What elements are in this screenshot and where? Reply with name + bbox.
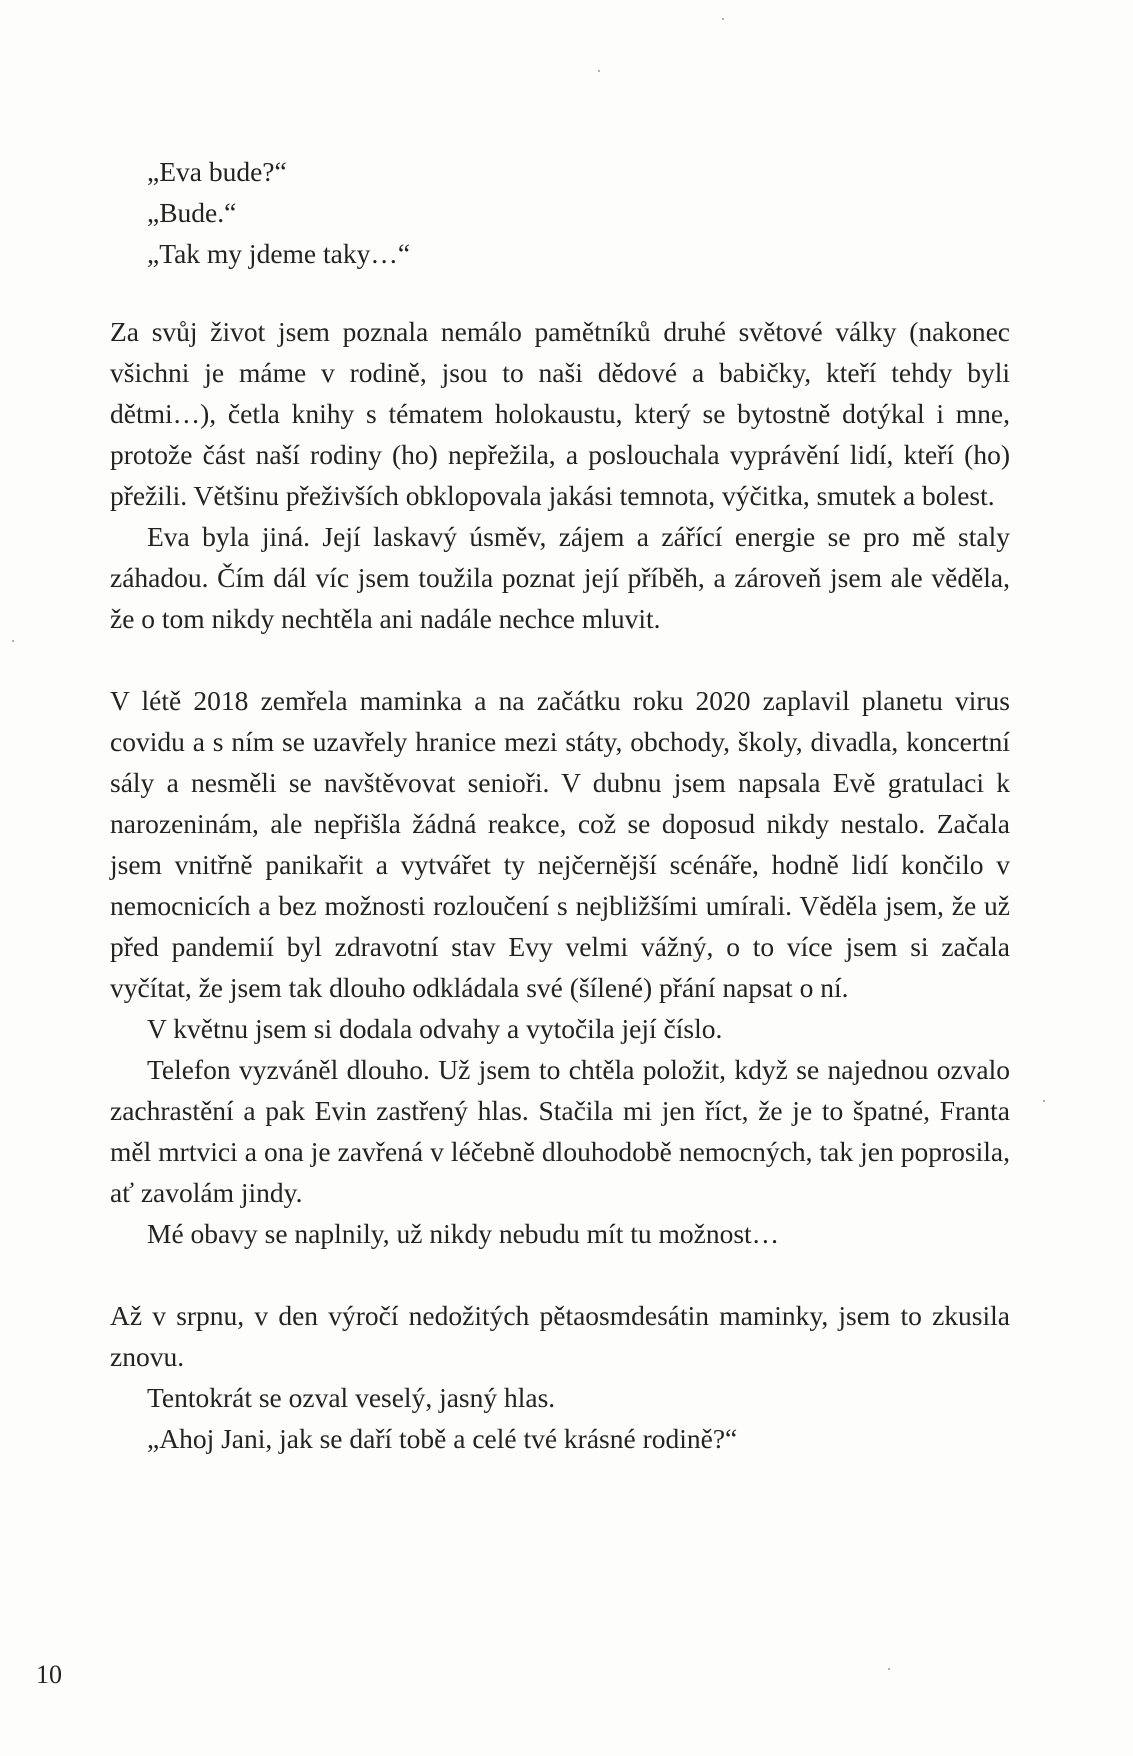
paragraph: Mé obavy se naplnily, už nikdy nebudu mít tu možnost… [147, 1218, 780, 1249]
paragraph: „Ahoj Jani, jak se daří tobě a celé tvé krásné rodině?“ [147, 1423, 738, 1454]
dialog-line: „Bude.“ [147, 197, 237, 228]
body-text [110, 311, 1010, 1459]
scan-speck [722, 18, 724, 20]
dialog-line: „Eva bude?“ [147, 156, 287, 187]
dialog-line: „Tak my jdeme taky…“ [147, 238, 411, 269]
scan-speck [888, 1668, 890, 1670]
opening-dialog [110, 151, 1010, 274]
paragraph: Eva byla jiná. Její laskavý úsměv, zájem a zářící energie se pro mě staly záhadou. Čím dál víc jsem toužila poznat její příběh, a zároveň jsem ale věděla, že o tom nikdy nechtěla ani nadále nechce mluvit. [110, 521, 1010, 634]
paragraph: V létě 2018 zemřela maminka a na začátku roku 2020 zaplavil planetu virus covidu a s ním se uzavřely hranice mezi státy, obchody, školy, divadla, koncertní sály a nesměli se navštěvovat senioři. V dubnu jsem napsala Evě gratulaci k narozeninám, ale nepřišla žádná reakce, což se doposud nikdy nestalo. Začala jsem vnitřně panikařit a vytvářet ty nejčernější scénáře, hodně lidí končilo v nemocnicích a bez možnosti rozloučení s nejbližšími umírali. Věděla jsem, že už před pandemií byl zdravotní stav Evy velmi vážný, o to více jsem si začala vyčítat, že jsem tak dlouho odkládala své (šílené) přání napsat o ní. [110, 685, 1010, 1003]
page-number: 10 [36, 1660, 62, 1689]
scan-speck [1043, 1100, 1045, 1102]
section-break [110, 1254, 1010, 1295]
paragraph: Tentokrát se ozval veselý, jasný hlas. [147, 1382, 556, 1413]
paragraph: Za svůj život jsem poznala nemálo pamětníků druhé světové války (nakonec všichni je máme v rodině, jsou to naši dědové a babičky, kteří tehdy byli dětmi…), četla knihy s tématem holokaustu, který se bytostně dotýkal i mne, protože část naší rodiny (ho) nepřežila, a poslouchala vyprávění lidí, kteří (ho) přežili. Většinu přeživších obklopovala jakási temnota, výčitka, smutek a bolest. [110, 316, 1010, 511]
paragraph: Až v srpnu, v den výročí nedožitých pětaosmdesátin maminky, jsem to zkusila znovu. [110, 1300, 1010, 1372]
scan-speck [12, 640, 14, 642]
section-break [110, 639, 1010, 680]
paragraph: Telefon vyzváněl dlouho. Už jsem to chtěla položit, když se najednou ozvalo zachrastění a pak Evin zastřený hlas. Stačila mi jen říct, že je to špatné, Franta měl mrtvici a ona je zavřená v léčebně dlouhodobě nemocných, tak jen poprosila, ať zavolám jindy. [110, 1054, 1010, 1208]
paragraph: V květnu jsem si dodala odvahy a vytočila její číslo. [147, 1013, 723, 1044]
scan-speck [598, 70, 600, 72]
